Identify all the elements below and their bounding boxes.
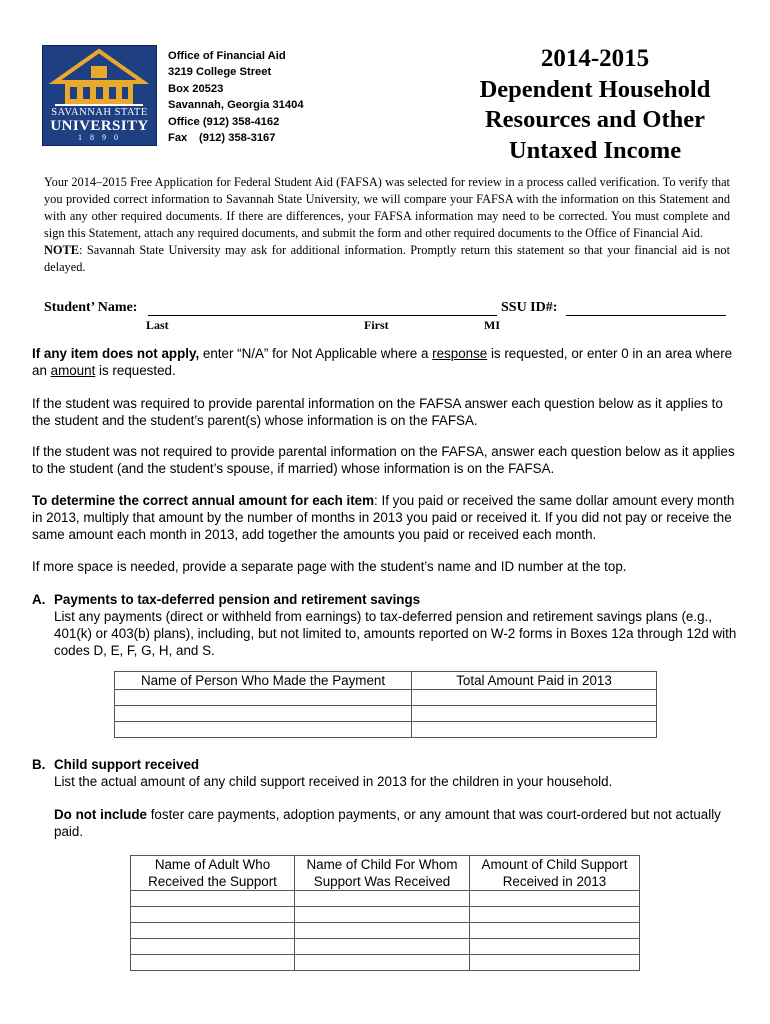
office-name: Office of Financial Aid	[168, 50, 286, 62]
section-b-heading: Child support received	[54, 757, 200, 772]
first-name-label: First	[364, 318, 389, 332]
office-phone: Office (912) 358-4162	[168, 115, 280, 128]
table-cell[interactable]	[131, 923, 295, 939]
column-header: Total Amount Paid in 2013	[412, 672, 657, 690]
table-cell[interactable]	[412, 706, 657, 722]
table-cell[interactable]	[470, 923, 640, 939]
title-line3: Untaxed Income	[508, 136, 682, 164]
instruction-na: If any item does not apply, enter “N/A” for Not Applicable where a response is requested, or enter 0 in an area where an amount is requested.	[32, 346, 733, 378]
table-row	[115, 722, 657, 738]
title-line1: Dependent Household	[479, 75, 711, 103]
section-a-letter: A.	[32, 592, 46, 607]
ssu-id-field[interactable]	[566, 315, 726, 316]
ssu-id-label: SSU ID#:	[501, 300, 558, 315]
table-row	[131, 939, 640, 955]
section-b-exclusion: Do not include foster care payments, adoption payments, or any amount that was court-ordered but not actually paid.	[54, 807, 721, 839]
note-label: NOTE	[44, 243, 79, 257]
logo-text-line1: SAVANNAH STATE	[51, 107, 148, 118]
table-cell[interactable]	[412, 690, 657, 706]
intro-note: NOTE: Savannah State University may ask for additional information. Promptly return this statement so that your financial aid is not delayed.	[44, 243, 730, 274]
table-cell[interactable]	[295, 923, 470, 939]
section-b-letter: B.	[32, 757, 46, 772]
table-cell[interactable]	[131, 907, 295, 923]
table-cell[interactable]	[115, 722, 412, 738]
office-city: Savannah, Georgia 31404	[168, 99, 304, 112]
table-cell[interactable]	[295, 907, 470, 923]
column-header-adult: Name of Adult Who Received the Support	[131, 856, 295, 891]
table-cell[interactable]	[131, 939, 295, 955]
office-box: Box 20523	[168, 82, 224, 95]
table-header-row	[131, 856, 640, 891]
table-cell[interactable]	[115, 706, 412, 722]
section-a-heading: Payments to tax-deferred pension and retirement savings	[54, 592, 421, 607]
university-logo	[42, 45, 157, 146]
column-header-child: Name of Child For Whom Support Was Received	[295, 856, 470, 891]
table-cell[interactable]	[131, 891, 295, 907]
table-cell[interactable]	[115, 690, 412, 706]
table-row	[115, 706, 657, 722]
student-name-field[interactable]	[148, 315, 497, 316]
logo-text-line2: UNIVERSITY	[50, 118, 149, 134]
table-cell[interactable]	[295, 939, 470, 955]
title-year: 2014-2015	[540, 45, 650, 72]
middle-initial-label: MI	[484, 318, 500, 332]
instruction-annual-amount: To determine the correct annual amount for each item: If you paid or received the same dollar amount every month in 2013, multiply that amount by the number of months in 2013 you paid or received it. If you did not pay or receive the same amount each month in 2013, add together the amounts you paid or received each month.	[32, 493, 735, 542]
table-cell[interactable]	[470, 891, 640, 907]
column-header: Name of Person Who Made the Payment	[115, 672, 412, 690]
table-cell[interactable]	[295, 891, 470, 907]
office-fax: Fax (912) 358-3167	[168, 130, 304, 146]
instruction-parental: If the student was required to provide parental information on the FAFSA answer each question below as it applies to the student and the student’s parent(s) whose information is on the FAFSA.	[32, 396, 723, 428]
table-header-row	[115, 672, 657, 690]
table-cell[interactable]	[470, 955, 640, 971]
fax-number: (912) 358-3167	[199, 132, 276, 145]
office-address	[168, 48, 304, 146]
section-b-text: List the actual amount of any child support received in 2013 for the children in your household.	[54, 774, 613, 789]
intro-text	[44, 174, 730, 276]
last-name-label: Last	[146, 318, 169, 332]
table-cell[interactable]	[131, 955, 295, 971]
table-row	[131, 955, 640, 971]
form-title	[455, 44, 735, 166]
section-b-table	[130, 855, 640, 971]
title-line2: Resources and Other	[484, 106, 706, 133]
instruction-more-space: If more space is needed, provide a separate page with the student’s name and ID number at the top.	[32, 559, 627, 574]
office-street: 3219 College Street	[168, 66, 272, 79]
instruction-no-parental: If the student was not required to provide parental information on the FAFSA, answer each question below as it applies to the student (and the student’s spouse, if married) whose information is on the FAFSA.	[32, 444, 735, 476]
table-row	[131, 891, 640, 907]
table-cell[interactable]	[470, 939, 640, 955]
table-row	[131, 907, 640, 923]
intro-paragraph: Your 2014–2015 Free Application for Federal Student Aid (FAFSA) was selected for review in a process called verification. To verify that you provided correct information to Savannah State University, we will compare your FAFSA with the information on this Statement and with any other required documents. If there are differences, your FAFSA information may need to be corrected. You must complete and sign this Statement, attach any required documents, and submit the form and other required documents to the Office of Financial Aid.	[44, 175, 730, 240]
table-cell[interactable]	[470, 907, 640, 923]
table-row	[115, 690, 657, 706]
section-a-text: List any payments (direct or withheld from earnings) to tax-deferred pension and retirement savings plans (e.g., 401(k) or 403(b) plans), including, but not limited to, amounts reported on W-2 forms in Boxes 12a through 12d with codes D, E, F, G, H, and S.	[54, 609, 737, 658]
section-a-table	[114, 671, 657, 738]
logo-year: 1 8 9 0	[78, 133, 121, 142]
student-name-label: Student’ Name:	[44, 300, 138, 315]
table-cell[interactable]	[412, 722, 657, 738]
column-header-amount: Amount of Child Support Received in 2013	[470, 856, 640, 891]
table-row	[131, 923, 640, 939]
table-cell[interactable]	[295, 955, 470, 971]
